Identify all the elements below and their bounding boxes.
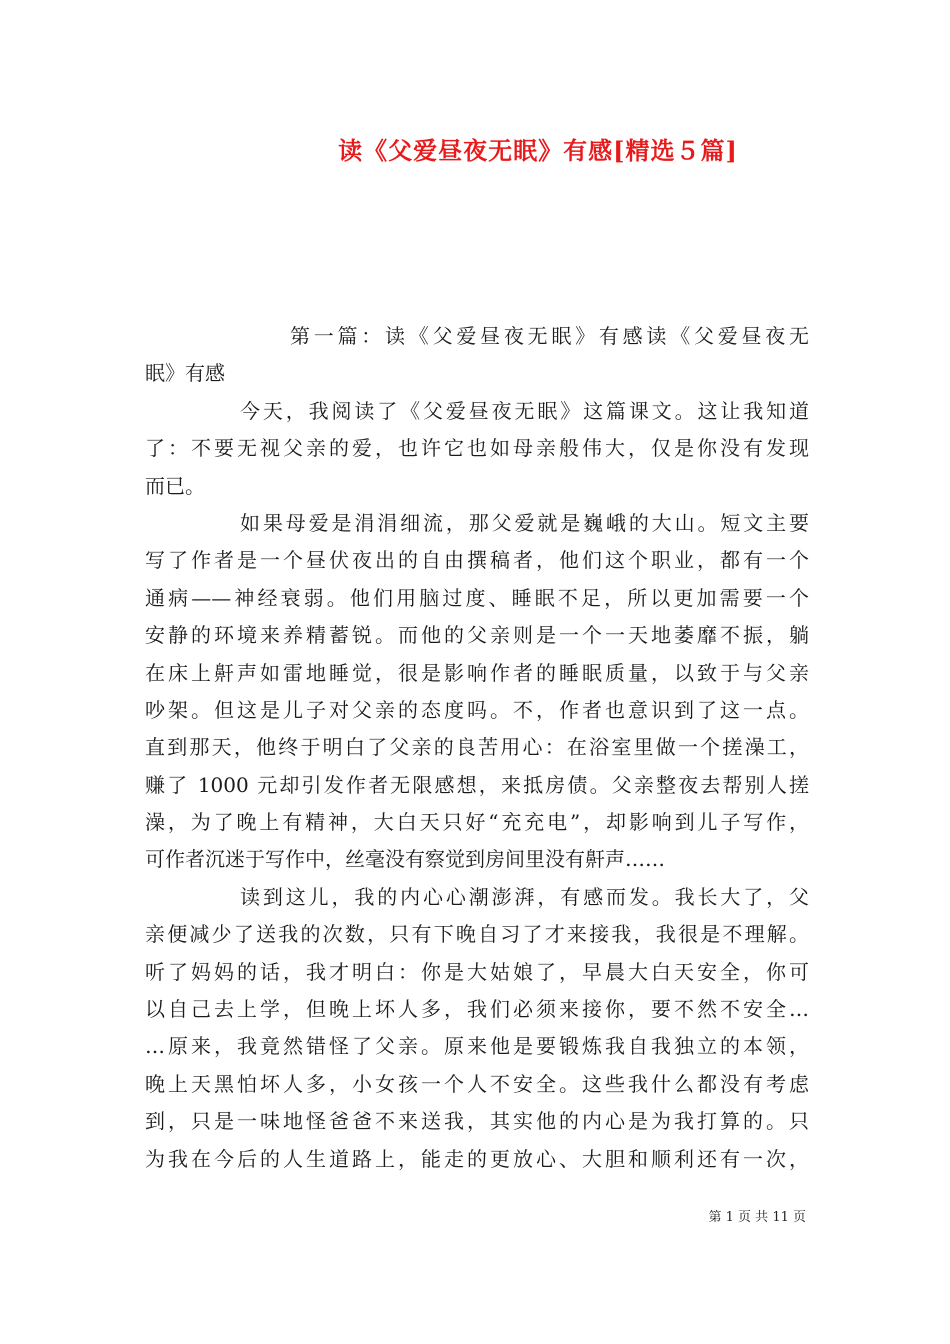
paragraph-line: 在床上鼾声如雷地睡觉，很是影响作者的睡眠质量，以致于与父亲 bbox=[145, 660, 809, 685]
paragraph-line: 了：不要无视父亲的爱，也许它也如母亲般伟大，仅是你没有发现 bbox=[145, 436, 809, 461]
paragraph-line: 亲便减少了送我的次数，只有下晚自习了才来接我，我很是不理解。 bbox=[145, 922, 809, 947]
page-number: 第 1 页 共 11 页 bbox=[708, 1210, 806, 1225]
paragraph bbox=[145, 393, 809, 505]
paragraph-line: 读到这儿，我的内心心潮澎湃，有感而发。我长大了，父 bbox=[240, 884, 809, 909]
paragraph bbox=[145, 505, 809, 879]
paragraph-line: 通病——神经衰弱。他们用脑过度、睡眠不足，所以更加需要一个 bbox=[145, 585, 809, 610]
document-title: 读《父爱昼夜无眠》有感[精选５篇] bbox=[338, 136, 738, 165]
paragraph-line: 以自己去上学，但晚上坏人多，我们必须来接你，要不然不安全… bbox=[145, 997, 809, 1022]
paragraph-line: …原来，我竟然错怪了父亲。原来他是要锻炼我自我独立的本领， bbox=[145, 1034, 809, 1059]
section-heading-line: 眠》有感 bbox=[145, 361, 225, 386]
paragraph-line: 晚上天黑怕坏人多，小女孩一个人不安全。这些我什么都没有考虑 bbox=[145, 1071, 809, 1096]
paragraph-line: 可作者沉迷于写作中，丝毫没有察觉到房间里没有鼾声…… bbox=[145, 847, 665, 872]
paragraph-line: 今天，我阅读了《父爱昼夜无眠》这篇课文。这让我知道 bbox=[240, 398, 809, 423]
paragraph-line: 写了作者是一个昼伏夜出的自由撰稿者，他们这个职业，都有一个 bbox=[145, 548, 809, 573]
paragraph-line: 吵架。但这是儿子对父亲的态度吗。不，作者也意识到了这一点。 bbox=[145, 697, 809, 722]
paragraph-line: 赚了 1000 元却引发作者无限感想，来抵房债。父亲整夜去帮别人搓 bbox=[145, 772, 809, 797]
section-heading-line: 第一篇：读《父爱昼夜无眠》有感读《父爱昼夜无 bbox=[290, 324, 809, 348]
paragraph-line: 而已。 bbox=[145, 473, 205, 498]
paragraph-line: 直到那天，他终于明白了父亲的良苦用心：在浴室里做一个搓澡工， bbox=[145, 735, 809, 760]
paragraph-line: 为我在今后的人生道路上，能走的更放心、大胆和顺利还有一次， bbox=[145, 1146, 809, 1171]
paragraph-line: 到，只是一味地怪爸爸不来送我，其实他的内心是为我打算的。只 bbox=[145, 1109, 809, 1134]
paragraph-line: 听了妈妈的话，我才明白：你是大姑娘了，早晨大白天安全，你可 bbox=[145, 959, 809, 984]
document-body bbox=[145, 318, 809, 1178]
paragraph bbox=[145, 879, 809, 1178]
paragraph-line: 安静的环境来养精蓄锐。而他的父亲则是一个一天地萎靡不振，躺 bbox=[145, 623, 809, 648]
paragraph-line: 澡，为了晚上有精神，大白天只好“充充电”，却影响到儿子写作， bbox=[145, 810, 809, 835]
paragraph-line: 如果母爱是涓涓细流，那父爱就是巍峨的大山。短文主要 bbox=[240, 510, 809, 535]
